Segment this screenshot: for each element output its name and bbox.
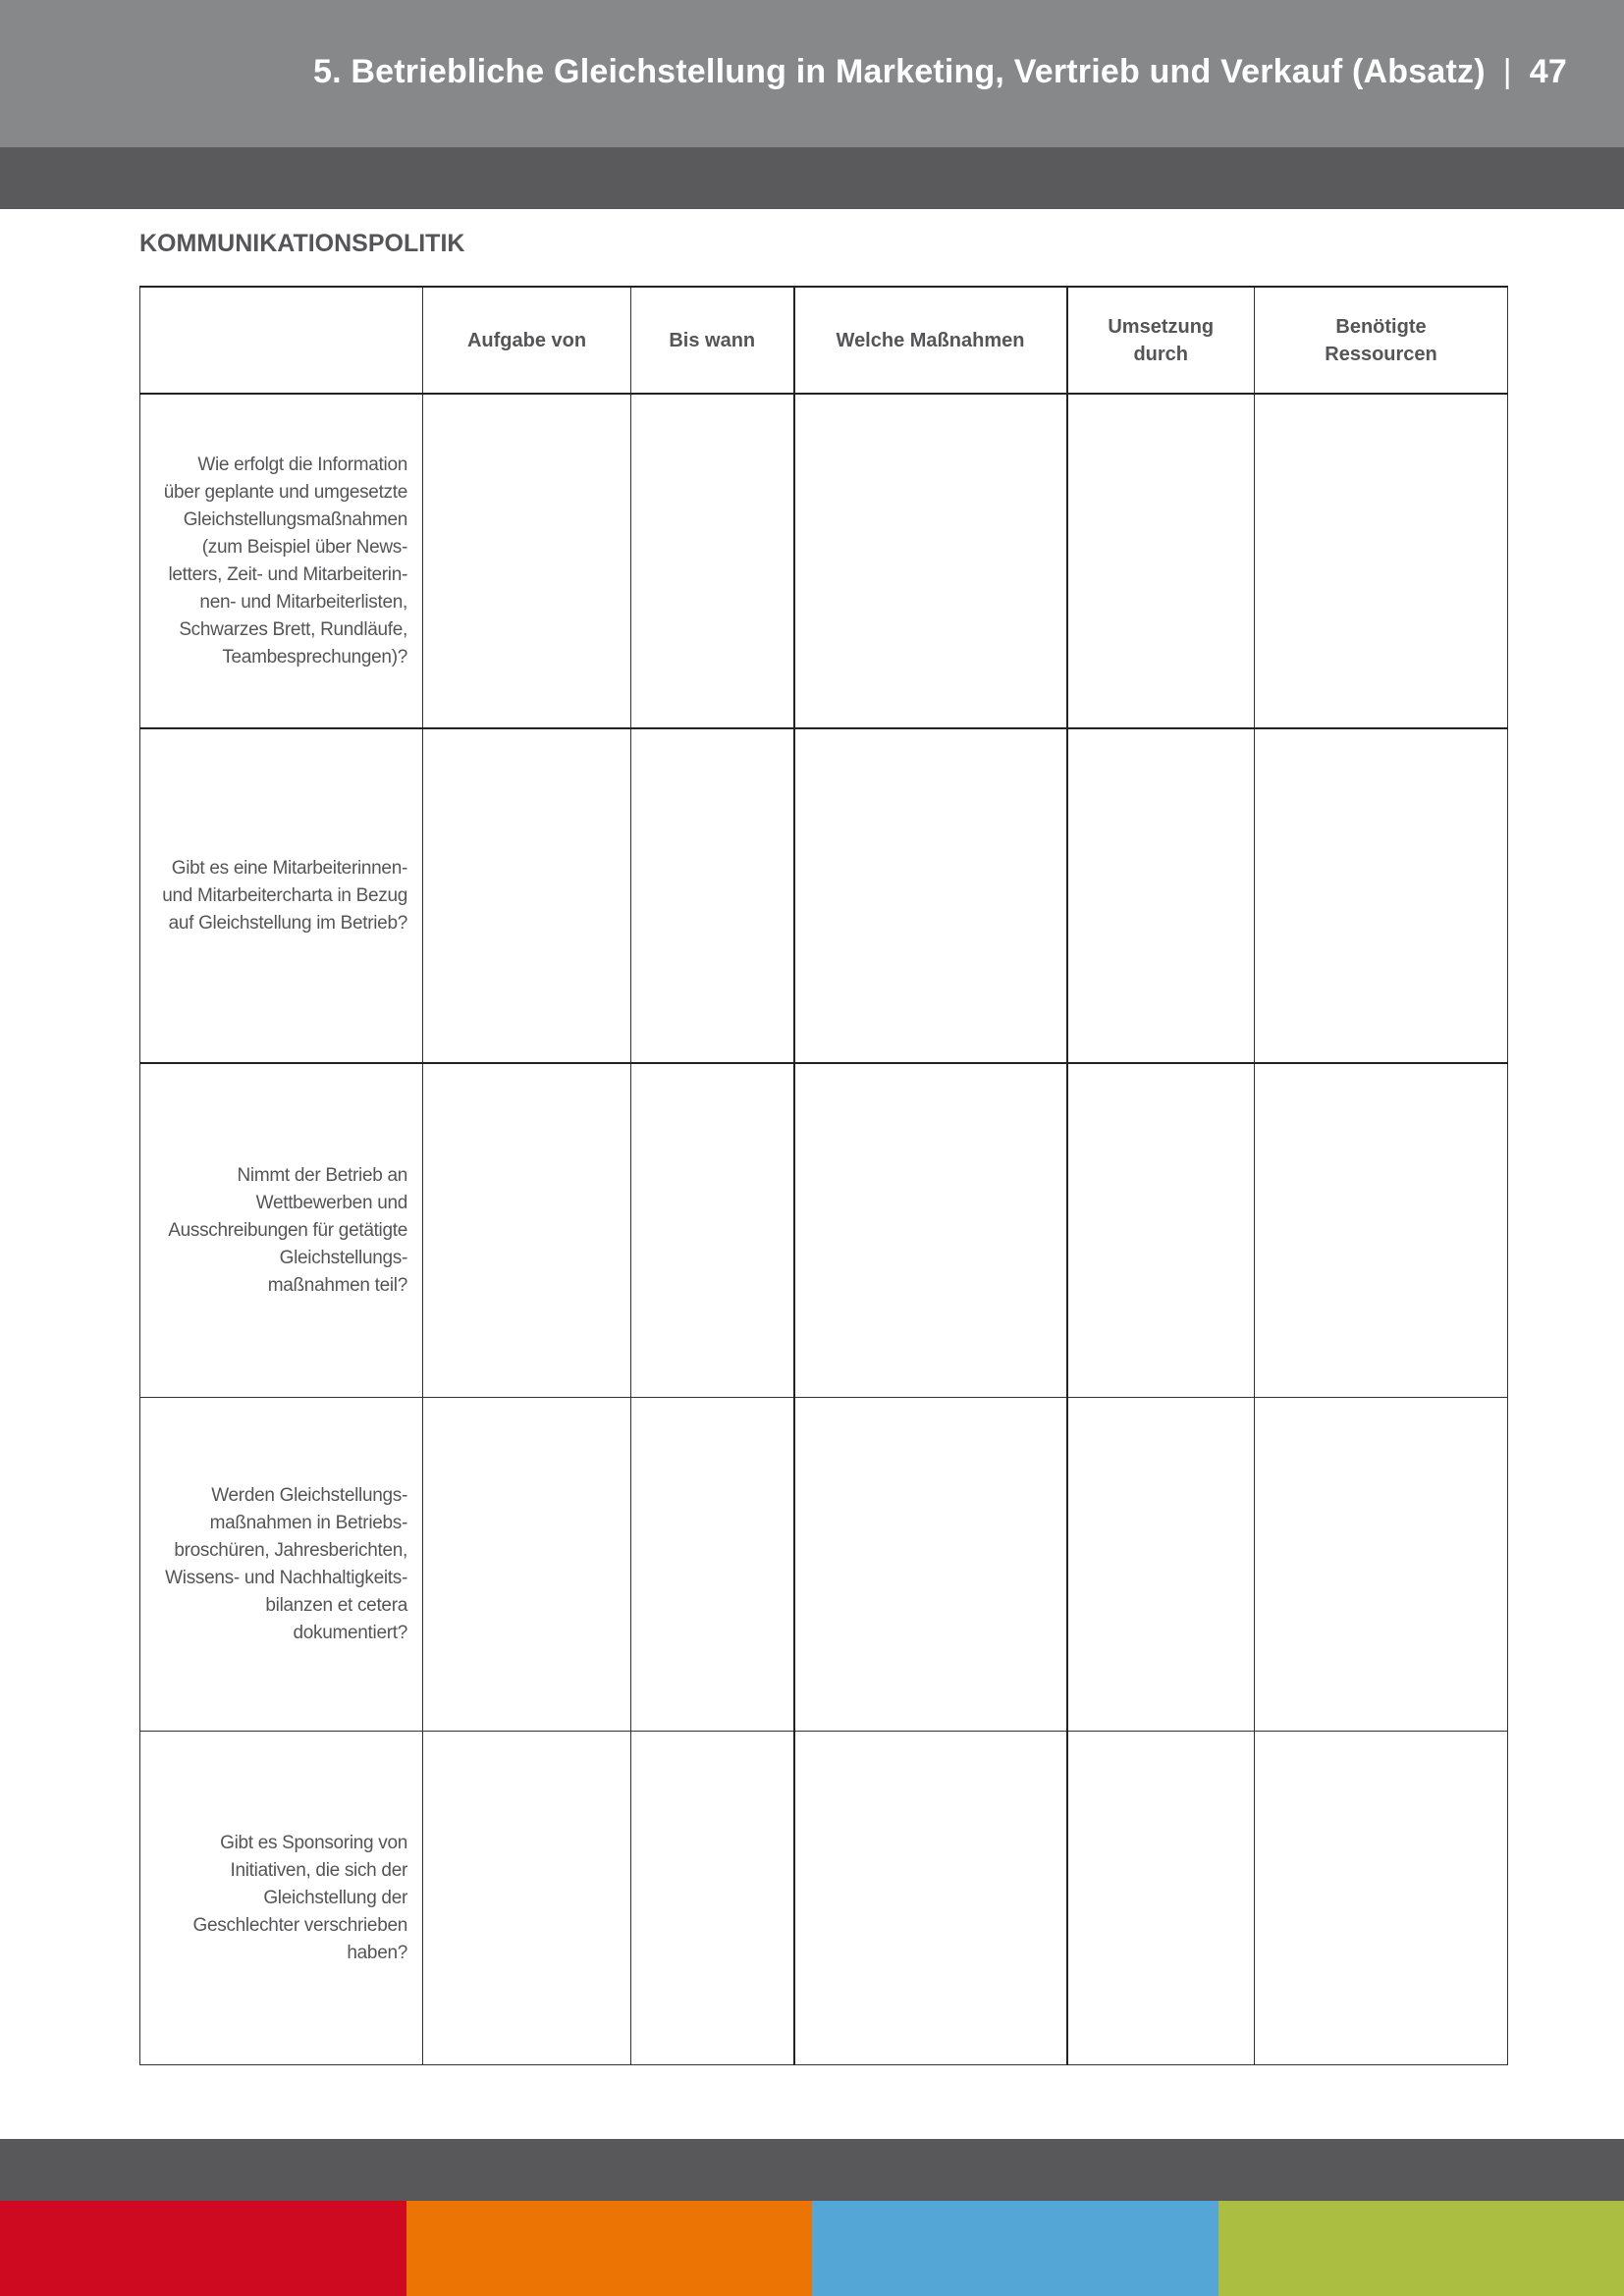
column-header-question bbox=[140, 287, 423, 394]
answer-cell-aufgabe-von[interactable] bbox=[423, 1063, 631, 1398]
column-header-ressourcen: Benötigte Ressourcen bbox=[1255, 287, 1508, 394]
answer-cell-ressourcen[interactable] bbox=[1255, 1063, 1508, 1398]
question-cell: Nimmt der Betrieb an Wettbewerben und Ausschreibungen für getätigte Gleichstellungs- maßnahmen teil? bbox=[140, 1063, 423, 1398]
table-header-row bbox=[140, 287, 1508, 394]
stripe-blue bbox=[812, 2201, 1218, 2296]
header-band bbox=[0, 147, 1624, 209]
answer-cell-umsetzung[interactable] bbox=[1067, 728, 1255, 1063]
table-row bbox=[140, 1732, 1508, 2065]
section-heading: KOMMUNIKATIONSPOLITIK bbox=[139, 230, 465, 257]
answer-cell-umsetzung[interactable] bbox=[1067, 1732, 1255, 2065]
table-row bbox=[140, 1398, 1508, 1732]
question-cell: Gibt es Sponsoring von Initiativen, die sich der Gleichstellung der Geschlechter verschrieben haben? bbox=[140, 1732, 423, 2065]
chapter-title: 5. Betriebliche Gleichstellung in Marketing, Vertrieb und Verkauf (Absatz) bbox=[312, 53, 1486, 90]
table-row bbox=[140, 1063, 1508, 1398]
planning-table bbox=[139, 286, 1508, 2065]
answer-cell-umsetzung[interactable] bbox=[1067, 394, 1255, 728]
answer-cell-umsetzung[interactable] bbox=[1067, 1398, 1255, 1732]
answer-cell-aufgabe-von[interactable] bbox=[423, 728, 631, 1063]
stripe-orange bbox=[406, 2201, 812, 2296]
answer-cell-ressourcen[interactable] bbox=[1255, 1398, 1508, 1732]
chapter-title-line bbox=[313, 53, 1567, 91]
question-cell: Werden Gleichstellungs- maßnahmen in Betriebs- broschüren, Jahresberichten, Wissens- und Nachhaltigkeits- bilanzen et cetera dokumentiert? bbox=[140, 1398, 423, 1732]
page-header bbox=[0, 0, 1624, 147]
answer-cell-massnahmen[interactable] bbox=[794, 728, 1067, 1063]
answer-cell-massnahmen[interactable] bbox=[794, 1063, 1067, 1398]
answer-cell-massnahmen[interactable] bbox=[794, 394, 1067, 728]
column-header-aufgabe-von: Aufgabe von bbox=[423, 287, 631, 394]
stripe-red bbox=[0, 2201, 406, 2296]
table-row bbox=[140, 728, 1508, 1063]
answer-cell-bis-wann[interactable] bbox=[631, 728, 794, 1063]
answer-cell-ressourcen[interactable] bbox=[1255, 394, 1508, 728]
answer-cell-aufgabe-von[interactable] bbox=[423, 1732, 631, 2065]
header-separator: | bbox=[1502, 53, 1512, 90]
answer-cell-bis-wann[interactable] bbox=[631, 1063, 794, 1398]
answer-cell-massnahmen[interactable] bbox=[794, 1398, 1067, 1732]
page-number: 47 bbox=[1529, 53, 1567, 90]
question-cell: Gibt es eine Mitarbeiterinnen- und Mitarbeitercharta in Bezug auf Gleichstellung im Betrieb? bbox=[140, 728, 423, 1063]
answer-cell-bis-wann[interactable] bbox=[631, 1732, 794, 2065]
answer-cell-ressourcen[interactable] bbox=[1255, 1732, 1508, 2065]
column-header-massnahmen: Welche Maßnahmen bbox=[794, 287, 1067, 394]
column-header-bis-wann: Bis wann bbox=[631, 287, 794, 394]
table-row bbox=[140, 394, 1508, 728]
answer-cell-ressourcen[interactable] bbox=[1255, 728, 1508, 1063]
column-header-umsetzung: Umsetzung durch bbox=[1067, 287, 1255, 394]
footer-band bbox=[0, 2139, 1624, 2201]
answer-cell-aufgabe-von[interactable] bbox=[423, 394, 631, 728]
answer-cell-bis-wann[interactable] bbox=[631, 1398, 794, 1732]
stripe-green bbox=[1218, 2201, 1624, 2296]
answer-cell-umsetzung[interactable] bbox=[1067, 1063, 1255, 1398]
answer-cell-bis-wann[interactable] bbox=[631, 394, 794, 728]
answer-cell-aufgabe-von[interactable] bbox=[423, 1398, 631, 1732]
answer-cell-massnahmen[interactable] bbox=[794, 1732, 1067, 2065]
footer-color-stripes bbox=[0, 2201, 1624, 2296]
question-cell: Wie erfolgt die Information über geplante und umgesetzte Gleichstellungsmaßnahmen (zum Beispiel über News- letters, Zeit- und Mitarbeiterin- nen- und Mitarbeiterlisten, Schwarzes Brett, Rundläufe, Teambesprechungen)? bbox=[140, 394, 423, 728]
